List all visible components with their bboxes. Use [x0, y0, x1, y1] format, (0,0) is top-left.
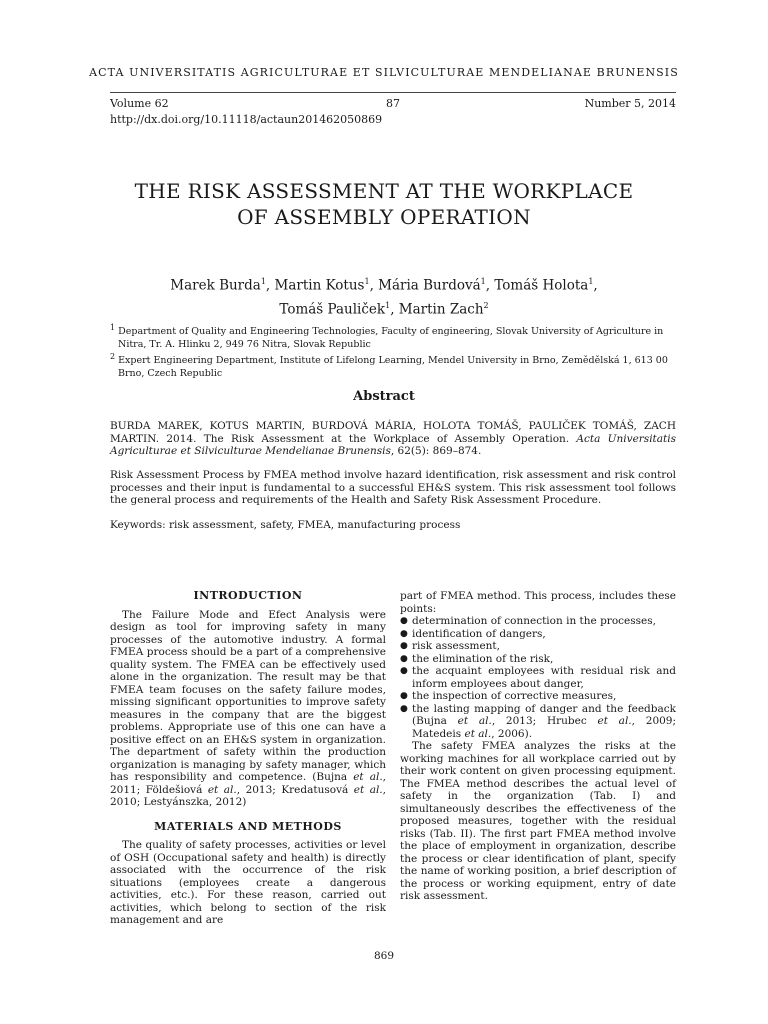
list-item: ● determination of connection in the processes, — [400, 615, 676, 628]
affiliations — [110, 322, 676, 380]
author-name: Martin Zach — [398, 301, 484, 317]
right-column — [400, 590, 676, 903]
list-item: ● the lasting mapping of danger and the feedback (Bujna et al., 2013; Hrubec et al., 2009; Matedeis et al., 2006). — [400, 703, 676, 741]
list-item: ● risk assessment, — [400, 640, 676, 653]
author-affiliation-mark: 1 — [480, 277, 486, 286]
introduction-heading: INTRODUCTION — [193, 589, 303, 602]
methods-heading: MATERIALS AND METHODS — [154, 819, 342, 833]
methods-paragraph: The quality of safety processes, activities or level of OSH (Occupational safety and health) is directly associated with the occurrence of the risk situations (employees create a dangerous activities, etc.). For these reason, carried out activities, which belong to section of the risk management and are — [110, 839, 386, 926]
author-affiliation-mark: 1 — [588, 277, 594, 286]
header-rule — [110, 92, 676, 93]
list-item: ● the acquaint employees with residual risk and inform employees about danger, — [400, 665, 676, 690]
author-name: Tomáš Holota — [494, 277, 589, 294]
introduction-paragraph: The Failure Mode and Efect Analysis were design as tool for improving safety in many processes of the automotive industry. A formal FMEA process should be a part of a comprehensive quality system. The FMEA can be effectively used alone in the organization. The result may be that FMEA team focuses on the safety failure modes, missing significant opportunities to improve safety measures in the company that are the biggest problems. Appropriate use of this one can have a positive effect on an EH&S system in organization. The department of safety within the production organization is managing by safety manager, which has responsibility and competence. (Bujna et al., 2011; Földešiová et al., 2013; Kredatusová et al., 2010; Lestyánszka, 2012) — [110, 608, 387, 808]
author-name: Mária Burdová — [378, 277, 481, 294]
author-list: Marek Burda$^1$, Martin Kotus$^1$, Mária Burdová$^1$, Tomáš Holota$^1$, Tomáš Pauliček$^1$, Martin Zach$^2$ — [170, 277, 598, 317]
abstract-heading: Abstract — [353, 389, 415, 404]
title-line-2: OF ASSEMBLY OPERATION — [237, 205, 531, 229]
author-name: Tomáš Pauliček — [279, 301, 386, 317]
author-affiliation-mark: 2 — [483, 300, 489, 310]
author-affiliation-mark: 1 — [260, 277, 266, 286]
list-item: ● the elimination of the risk, — [400, 653, 676, 666]
paper-title — [0, 178, 768, 230]
list-item: ● identification of dangers, — [400, 628, 676, 641]
journal-name: ACTA UNIVERSITATIS AGRICULTURAE ET SILVICULTURAE MENDELIANAE BRUNENSIS — [89, 66, 679, 79]
left-column — [110, 590, 386, 927]
fmea-steps-list — [400, 615, 676, 740]
author-affiliation-mark: 1 — [364, 277, 370, 286]
author-affiliation-mark: 1 — [385, 300, 391, 310]
issue-label: Number 5, 2014 — [584, 97, 676, 110]
safety-fmea-paragraph: The safety FMEA analyzes the risks at the working machines for all workplace carried out by their work content on given processing equipment. The FMEA method describes the actual level of safety in the organization (Tab. I) and simultaneously describes the effectiveness of the proposed measures, together with the residual risks (Tab. II). The first part FMEA method involve the place of employment in organization, describe the process or clear identification of plant, specify the name of working position, a brief description of the process or working equipment, entry of date risk assessment. — [400, 740, 676, 902]
title-line-1: THE RISK ASSESSMENT AT THE WORKPLACE — [134, 179, 634, 203]
affiliation-item: $^1$ Department of Quality and Engineering Technologies, Faculty of engineering, Slovak University of Agriculture in Nitra, Tr. A. Hlinku 2, 949 76 Nitra, Slovak Republic — [110, 323, 664, 350]
abstract-body: Risk Assessment Process by FMEA method involve hazard identification, risk assessment and risk control processes and their input is fundamental to a successful EH&S system. This risk assessment tool follows the general process and requirements of the Health and Safety Risk Assessment Procedure. — [110, 469, 676, 506]
list-item: ● the inspection of corrective measures, — [400, 690, 676, 703]
header-page-number: 87 — [386, 97, 400, 110]
volume-label: Volume 62 — [110, 97, 169, 110]
author-name: Martin Kotus — [274, 277, 365, 294]
author-name: Marek Burda — [170, 277, 261, 294]
affiliation-item: $^2$ Expert Engineering Department, Institute of Lifelong Learning, Mendel University in Brno, Zemědělská 1, 613 00 Brno, Czech Republic — [110, 352, 668, 379]
doi-link[interactable]: http://dx.doi.org/10.11118/actaun201462050869 — [110, 113, 383, 126]
fmea-process-intro: part of FMEA method. This process, includes these points: — [400, 590, 676, 615]
keywords: Keywords: risk assessment, safety, FMEA, manufacturing process — [110, 519, 461, 531]
abstract-citation: BURDA MAREK, KOTUS MARTIN, BURDOVÁ MÁRIA, HOLOTA TOMÁŠ, PAULIČEK TOMÁŠ, ZACH MARTIN. 2014. The Risk Assessment at the Workplace of Assembly Operation. Acta Universitatis Agriculturae et Silviculturae Mendelianae Brunensis, 62(5): 869–874. — [110, 420, 676, 457]
page-number: 869 — [373, 950, 395, 962]
